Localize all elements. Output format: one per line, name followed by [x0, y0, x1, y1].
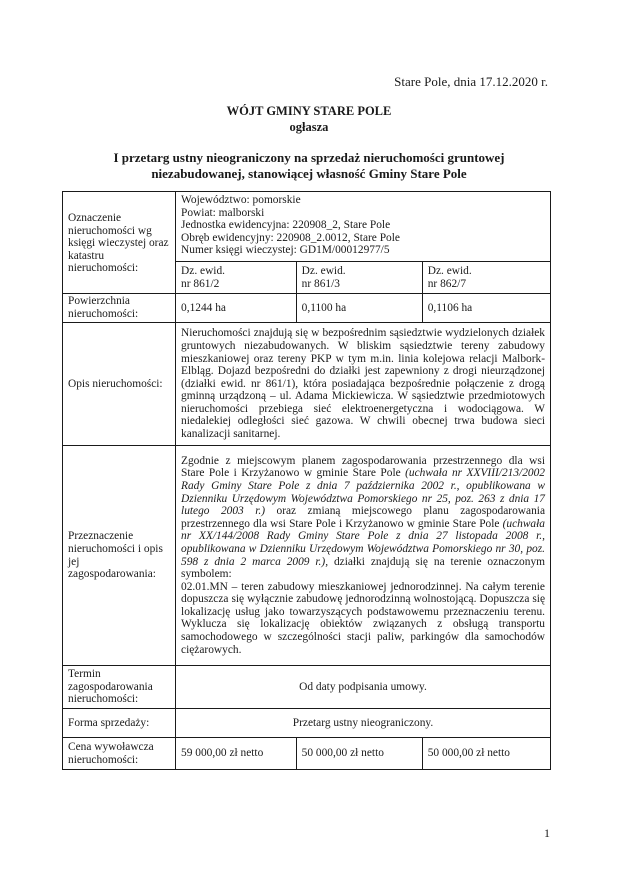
- price-label: Cena wywoławcza nieruchomości:: [63, 738, 176, 770]
- deadline-value: Od daty podpisania umowy.: [176, 666, 551, 709]
- area-value-3: 0,1106 ha: [422, 294, 550, 323]
- designation-label: Oznaczenie nieruchomości wg księgi wieczystej oraz katastru nieruchomości:: [63, 192, 176, 294]
- purpose-resolution-1: (uchwała nr XXVIII/213/2002 Rady Gminy Stare Pole z dnia 7 października 2002 r., opublikowana w Dzienniku Urzędowym Województwa Pomorskiego nr 25, poz. 263 z dnia 17 lutego 2003 r.): [181, 467, 546, 518]
- property-table: [62, 191, 551, 770]
- voivodeship: Województwo: pomorskie: [181, 194, 301, 206]
- parcel-2-number: nr 861/3: [301, 277, 340, 290]
- county: Powiat: malborski: [181, 206, 265, 219]
- registration-unit: Jednostka ewidencyjna: 220908_2, Stare Pole: [181, 219, 391, 232]
- parcel-3: [422, 262, 550, 294]
- area-value-1: 0,1244 ha: [176, 294, 297, 323]
- land-register-number: Numer księgi wieczystej: GD1M/00012977/5: [181, 244, 390, 257]
- registration-precinct: Obręb ewidencyjny: 220908_2.0012, Stare Pole: [181, 231, 400, 244]
- area-row: [63, 294, 551, 323]
- title-line-1: I przetarg ustny nieograniczony na sprzedaż nieruchomości gruntowej: [113, 150, 505, 165]
- purpose-symbol-intro: działki znajdują się na terenie oznaczonym symbolem:: [181, 555, 545, 581]
- parcel-2-label: Dz. ewid.: [301, 264, 346, 277]
- parcel-1: [176, 262, 297, 294]
- parcel-1-number: nr 861/2: [181, 277, 220, 290]
- page-number: 1: [544, 826, 550, 840]
- title-line-2: niezabudowanej, stanowiącej własność Gminy Stare Pole: [151, 166, 467, 181]
- parcel-3-label: Dz. ewid.: [427, 264, 472, 277]
- purpose-plan-change: oraz zmianą miejscowego planu zagospodarowania przestrzennego dla wsi Stare Pole i Krzyżanowo w gminie Stare Pole: [181, 505, 545, 530]
- deadline-label: Termin zagospodarowania nieruchomości:: [63, 666, 176, 709]
- area-label: Powierzchnia nieruchomości:: [63, 294, 176, 323]
- parcel-3-number: nr 862/7: [427, 277, 467, 290]
- price-value-3: 50 000,00 zł netto: [422, 738, 550, 770]
- purpose-row: [63, 446, 551, 666]
- sale-form-label: Forma sprzedaży:: [63, 709, 176, 738]
- sale-form-value: Przetarg ustny nieograniczony.: [176, 709, 551, 738]
- document-title: [0, 150, 618, 182]
- purpose-text: [176, 446, 551, 666]
- price-row: [63, 738, 551, 770]
- designation-row: [63, 192, 551, 262]
- purpose-label: Przeznaczenie nieruchomości i opis jej zagospodarowania:: [63, 446, 176, 666]
- purpose-zoning-description: 02.01.MN – teren zabudowy mieszkaniowej jednorodzinnej. Na całym terenie dopuszcza się wyłącznie zabudowę jednorodzinną wolnostojącą. Dopuszcza się lokalizację usług jako towarzyszących podstawowemu przeznaczeniu terenu. Wyklucza się lokalizację obiektów związanych z obsługą transportu samochodowego w szczególności stacji paliw, parkingów dla samochodów ciężarowych.: [181, 580, 545, 656]
- designation-details: [176, 192, 551, 262]
- description-label: Opis nieruchomości:: [63, 323, 176, 446]
- parcel-2: [296, 262, 422, 294]
- place-and-date: Stare Pole, dnia 17.12.2020 r.: [394, 74, 548, 89]
- announces-heading: ogłasza: [289, 120, 329, 134]
- purpose-resolution-2: (uchwała nr XX/144/2008 Rady Gminy Stare Pole z dnia 27 listopada 2008 r., opublikowana w Dzienniku Urzędowym Województwa Pomorskiego nr 30, poz. 598 z dnia 2 marca 2009 r.),: [181, 517, 545, 568]
- parcel-1-label: Dz. ewid.: [181, 264, 225, 277]
- purpose-plan-intro: Zgodnie z miejscowym planem zagospodarowania przestrzennego dla wsi Stare Pole i Krzyżanowo w gminie Stare Pole: [181, 454, 545, 480]
- description-text: Nieruchomości znajdują się w bezpośrednim sąsiedztwie wydzielonych działek gruntowych niezabudowanych. W bliskim sąsiedztwie tereny zabudowy mieszkaniowej oraz tereny PKP w tym m.in. linia kolejowa relacji Malbork- Elbląg. Dojazd bezpośredni do działki jest zapewniony z drogi nieurządzonej (działki ewid. nr 861/1), która posiadająca bezpośrednie połączenie z drogą gminną urządzoną – ul. Adama Mickiewicza. W sąsiedztwie przedmiotowych nieruchomości przebiega sieć elektroenergetyczna i wodociągowa. W niedalekiej odległości sieć gazowa. W chwili obecnej trwa budowa sieci kanalizacji sanitarnej.: [176, 323, 551, 446]
- deadline-row: [63, 666, 551, 709]
- description-row: [63, 323, 551, 446]
- price-value-1: 59 000,00 zł netto: [176, 738, 297, 770]
- area-value-2: 0,1100 ha: [296, 294, 422, 323]
- issuer-heading: WÓJT GMINY STARE POLE: [226, 104, 392, 118]
- sale-form-row: [63, 709, 551, 738]
- price-value-2: 50 000,00 zł netto: [296, 738, 422, 770]
